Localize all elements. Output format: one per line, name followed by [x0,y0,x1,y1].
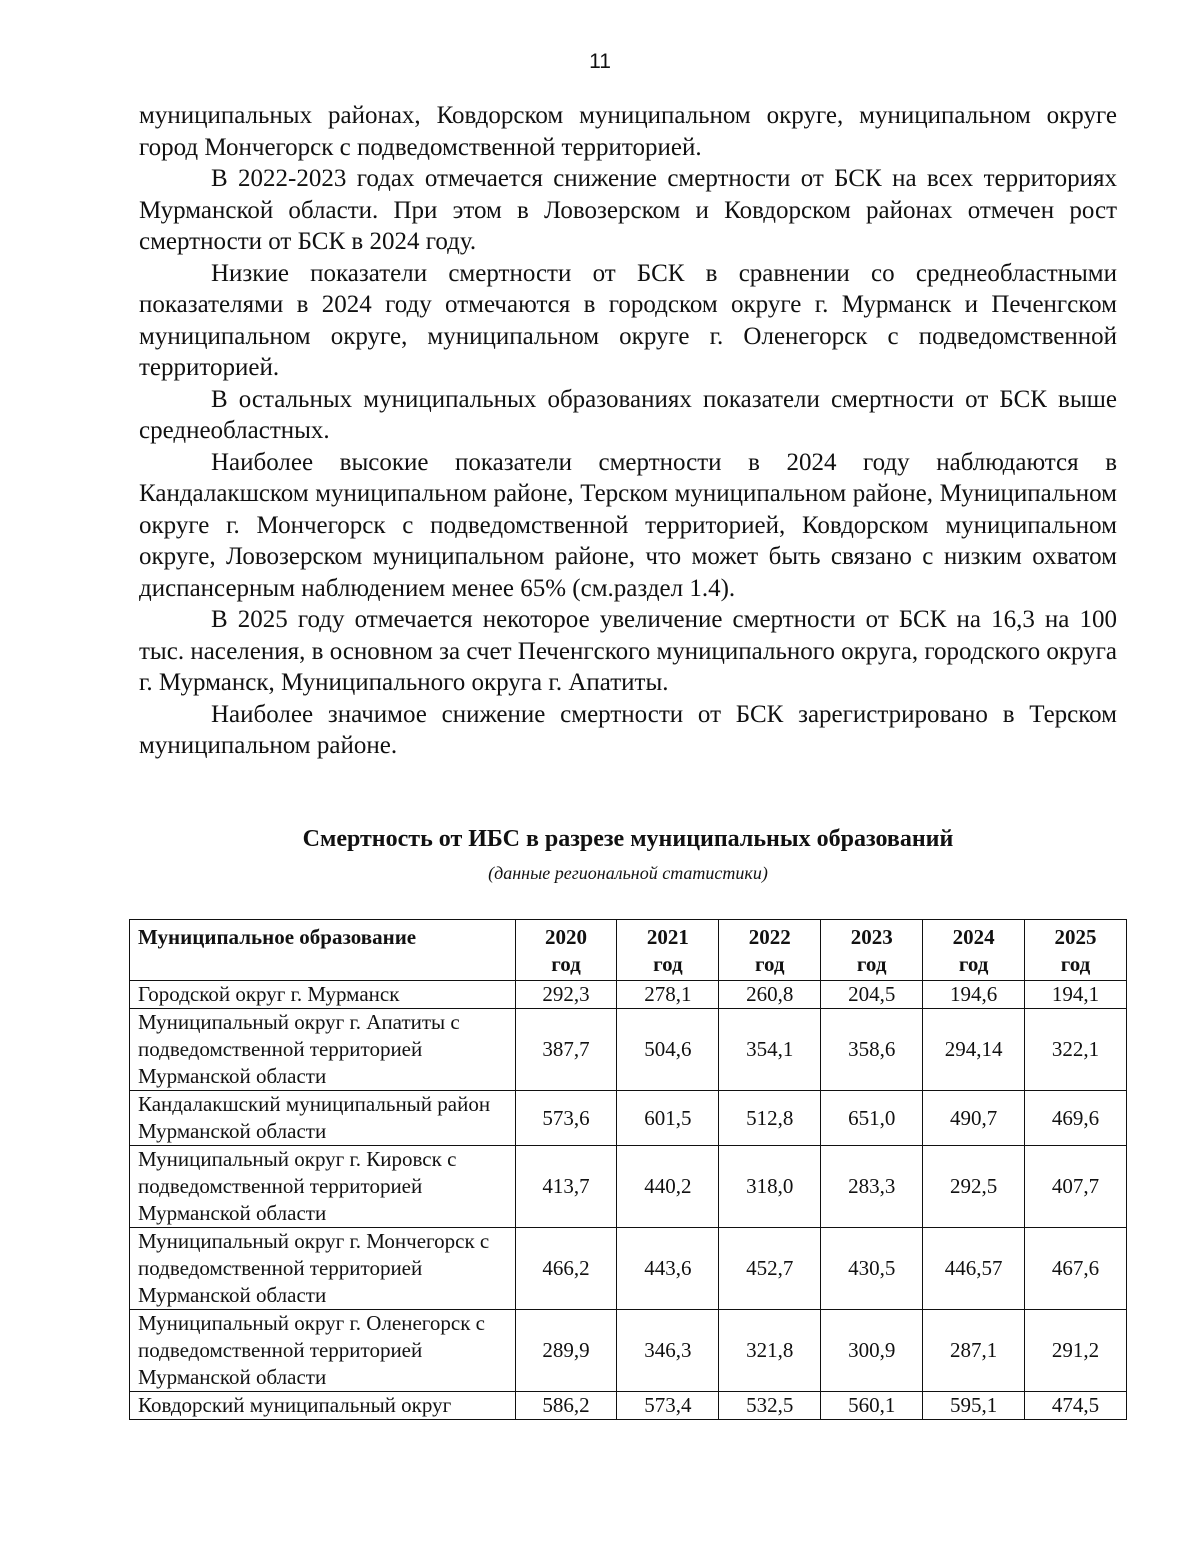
table-cell: 413,7 [515,1146,617,1228]
table-cell: 573,4 [617,1392,719,1420]
table-cell: 407,7 [1025,1146,1127,1228]
table-cell: 573,6 [515,1091,617,1146]
table-cell: 452,7 [719,1228,821,1310]
year-suffix: год [653,952,683,976]
table-cell: 469,6 [1025,1091,1127,1146]
column-header-name: Муниципальное образование [130,920,516,981]
table-cell: 300,9 [821,1310,923,1392]
paragraph: В 2025 году отмечается некоторое увеличение смертности от БСК на 16,3 на 100 тыс. населения, в основном за счет Печенгского муниципального округа, городского округа г. Мурманск, Муниципального округа г. Апатиты. [139,606,1117,696]
table-cell: 601,5 [617,1091,719,1146]
table-cell: 294,14 [923,1009,1025,1091]
column-header-year [1025,920,1127,981]
paragraph: муниципальных районах, Ковдорском муниципальном округе, муниципальном округе город Мончегорск с подведомственной территорией. [139,102,1117,161]
column-header-year [923,920,1025,981]
paragraph: В остальных муниципальных образованиях показатели смертности от БСК выше среднеобластных. [139,385,1117,444]
table-cell: 194,1 [1025,981,1127,1009]
table-row [130,1091,1127,1146]
year-suffix: год [958,952,989,976]
year-suffix: год [551,952,581,976]
table-cell: 586,2 [515,1392,617,1420]
table-cell: 512,8 [719,1091,821,1146]
table-cell: 346,3 [617,1310,719,1392]
municipality-name: Городской округ г. Мурманск [130,981,516,1009]
table-cell: 278,1 [617,981,719,1009]
table-cell: 504,6 [617,1009,719,1091]
table-row [130,1228,1127,1310]
table-cell: 430,5 [821,1228,923,1310]
table-row [130,981,1127,1009]
table-cell: 291,2 [1025,1310,1127,1392]
table-cell: 490,7 [923,1091,1025,1146]
table-cell: 595,1 [923,1392,1025,1420]
year-label: 2023 [850,925,893,949]
column-header-year [617,920,719,981]
table-cell: 292,3 [515,981,617,1009]
table-cell: 289,9 [515,1310,617,1392]
table-cell: 358,6 [821,1009,923,1091]
table-cell: 321,8 [719,1310,821,1392]
table-cell: 466,2 [515,1228,617,1310]
municipality-name: Ковдорский муниципальный округ [130,1392,516,1420]
municipality-name: Муниципальный округ г. Апатиты с подведомственной территорией Мурманской области [130,1009,516,1091]
table-cell: 387,7 [515,1009,617,1091]
municipality-name: Муниципальный округ г. Оленегорск с подведомственной территорией Мурманской области [130,1310,516,1392]
municipality-name: Муниципальный округ г. Кировск с подведомственной территорией Мурманской области [130,1146,516,1228]
table-subtitle: (данные региональной статистики) [488,863,768,883]
year-label: 2025 [1054,925,1097,949]
table-cell: 560,1 [821,1392,923,1420]
table-cell: 287,1 [923,1310,1025,1392]
table-header-row [130,920,1127,981]
table-title: Смертность от ИБС в разрезе муниципальных образований [302,826,954,852]
table-cell: 292,5 [923,1146,1025,1228]
year-label: 2021 [646,925,689,949]
body-text [139,100,1117,762]
table-cell: 318,0 [719,1146,821,1228]
table-cell: 260,8 [719,981,821,1009]
year-label: 2022 [748,925,791,949]
table-cell: 194,6 [923,981,1025,1009]
paragraph: В 2022-2023 годах отмечается снижение смертности от БСК на всех территориях Мурманской области. При этом в Ловозерском и Ковдорском районах отмечен рост смертности от БСК в 2024 году. [139,165,1117,255]
column-header-year [821,920,923,981]
municipality-name: Кандалакшский муниципальный район Мурманской области [130,1091,516,1146]
table-cell: 467,6 [1025,1228,1127,1310]
year-suffix: год [1060,952,1091,976]
year-suffix: год [856,952,887,976]
year-label: 2020 [544,925,587,949]
column-header-year [719,920,821,981]
municipality-name: Муниципальный округ г. Мончегорск с подведомственной территорией Мурманской области [130,1228,516,1310]
table-cell: 354,1 [719,1009,821,1091]
table-row [130,1310,1127,1392]
table-row [130,1009,1127,1091]
table-cell: 474,5 [1025,1392,1127,1420]
table-cell: 283,3 [821,1146,923,1228]
table-cell: 532,5 [719,1392,821,1420]
paragraph: Наиболее значимое снижение смертности от БСК зарегистрировано в Терском муниципальном районе. [139,700,1117,759]
year-label: 2024 [952,925,995,949]
table-cell: 440,2 [617,1146,719,1228]
paragraph: Наиболее высокие показатели смертности в 2024 году наблюдаются в Кандалакшском муниципальном районе, Терском муниципальном районе, Муниципальном округе г. Мончегорск с подведомственной территорией, Ковдорском муниципальном округе, Ловозерском муниципальном районе, что может быть связано с низким охватом диспансерным наблюдением менее 65% (см.раздел 1.4). [139,448,1117,602]
table-cell: 446,57 [923,1228,1025,1310]
year-suffix: год [755,952,785,976]
mortality-table [129,919,1127,1420]
table-row [130,1146,1127,1228]
table-cell: 443,6 [617,1228,719,1310]
table-row [130,1392,1127,1420]
table-cell: 651,0 [821,1091,923,1146]
table-cell: 322,1 [1025,1009,1127,1091]
table-cell: 204,5 [821,981,923,1009]
column-header-year [515,920,617,981]
paragraph: Низкие показатели смертности от БСК в сравнении со среднеобластными показателями в 2024 году отмечаются в городском округе г. Мурманск и Печенгском муниципальном округе, муниципальном округе г. Оленегорск с подведомственной территорией. [139,259,1117,381]
page-number: 11 [589,50,611,73]
